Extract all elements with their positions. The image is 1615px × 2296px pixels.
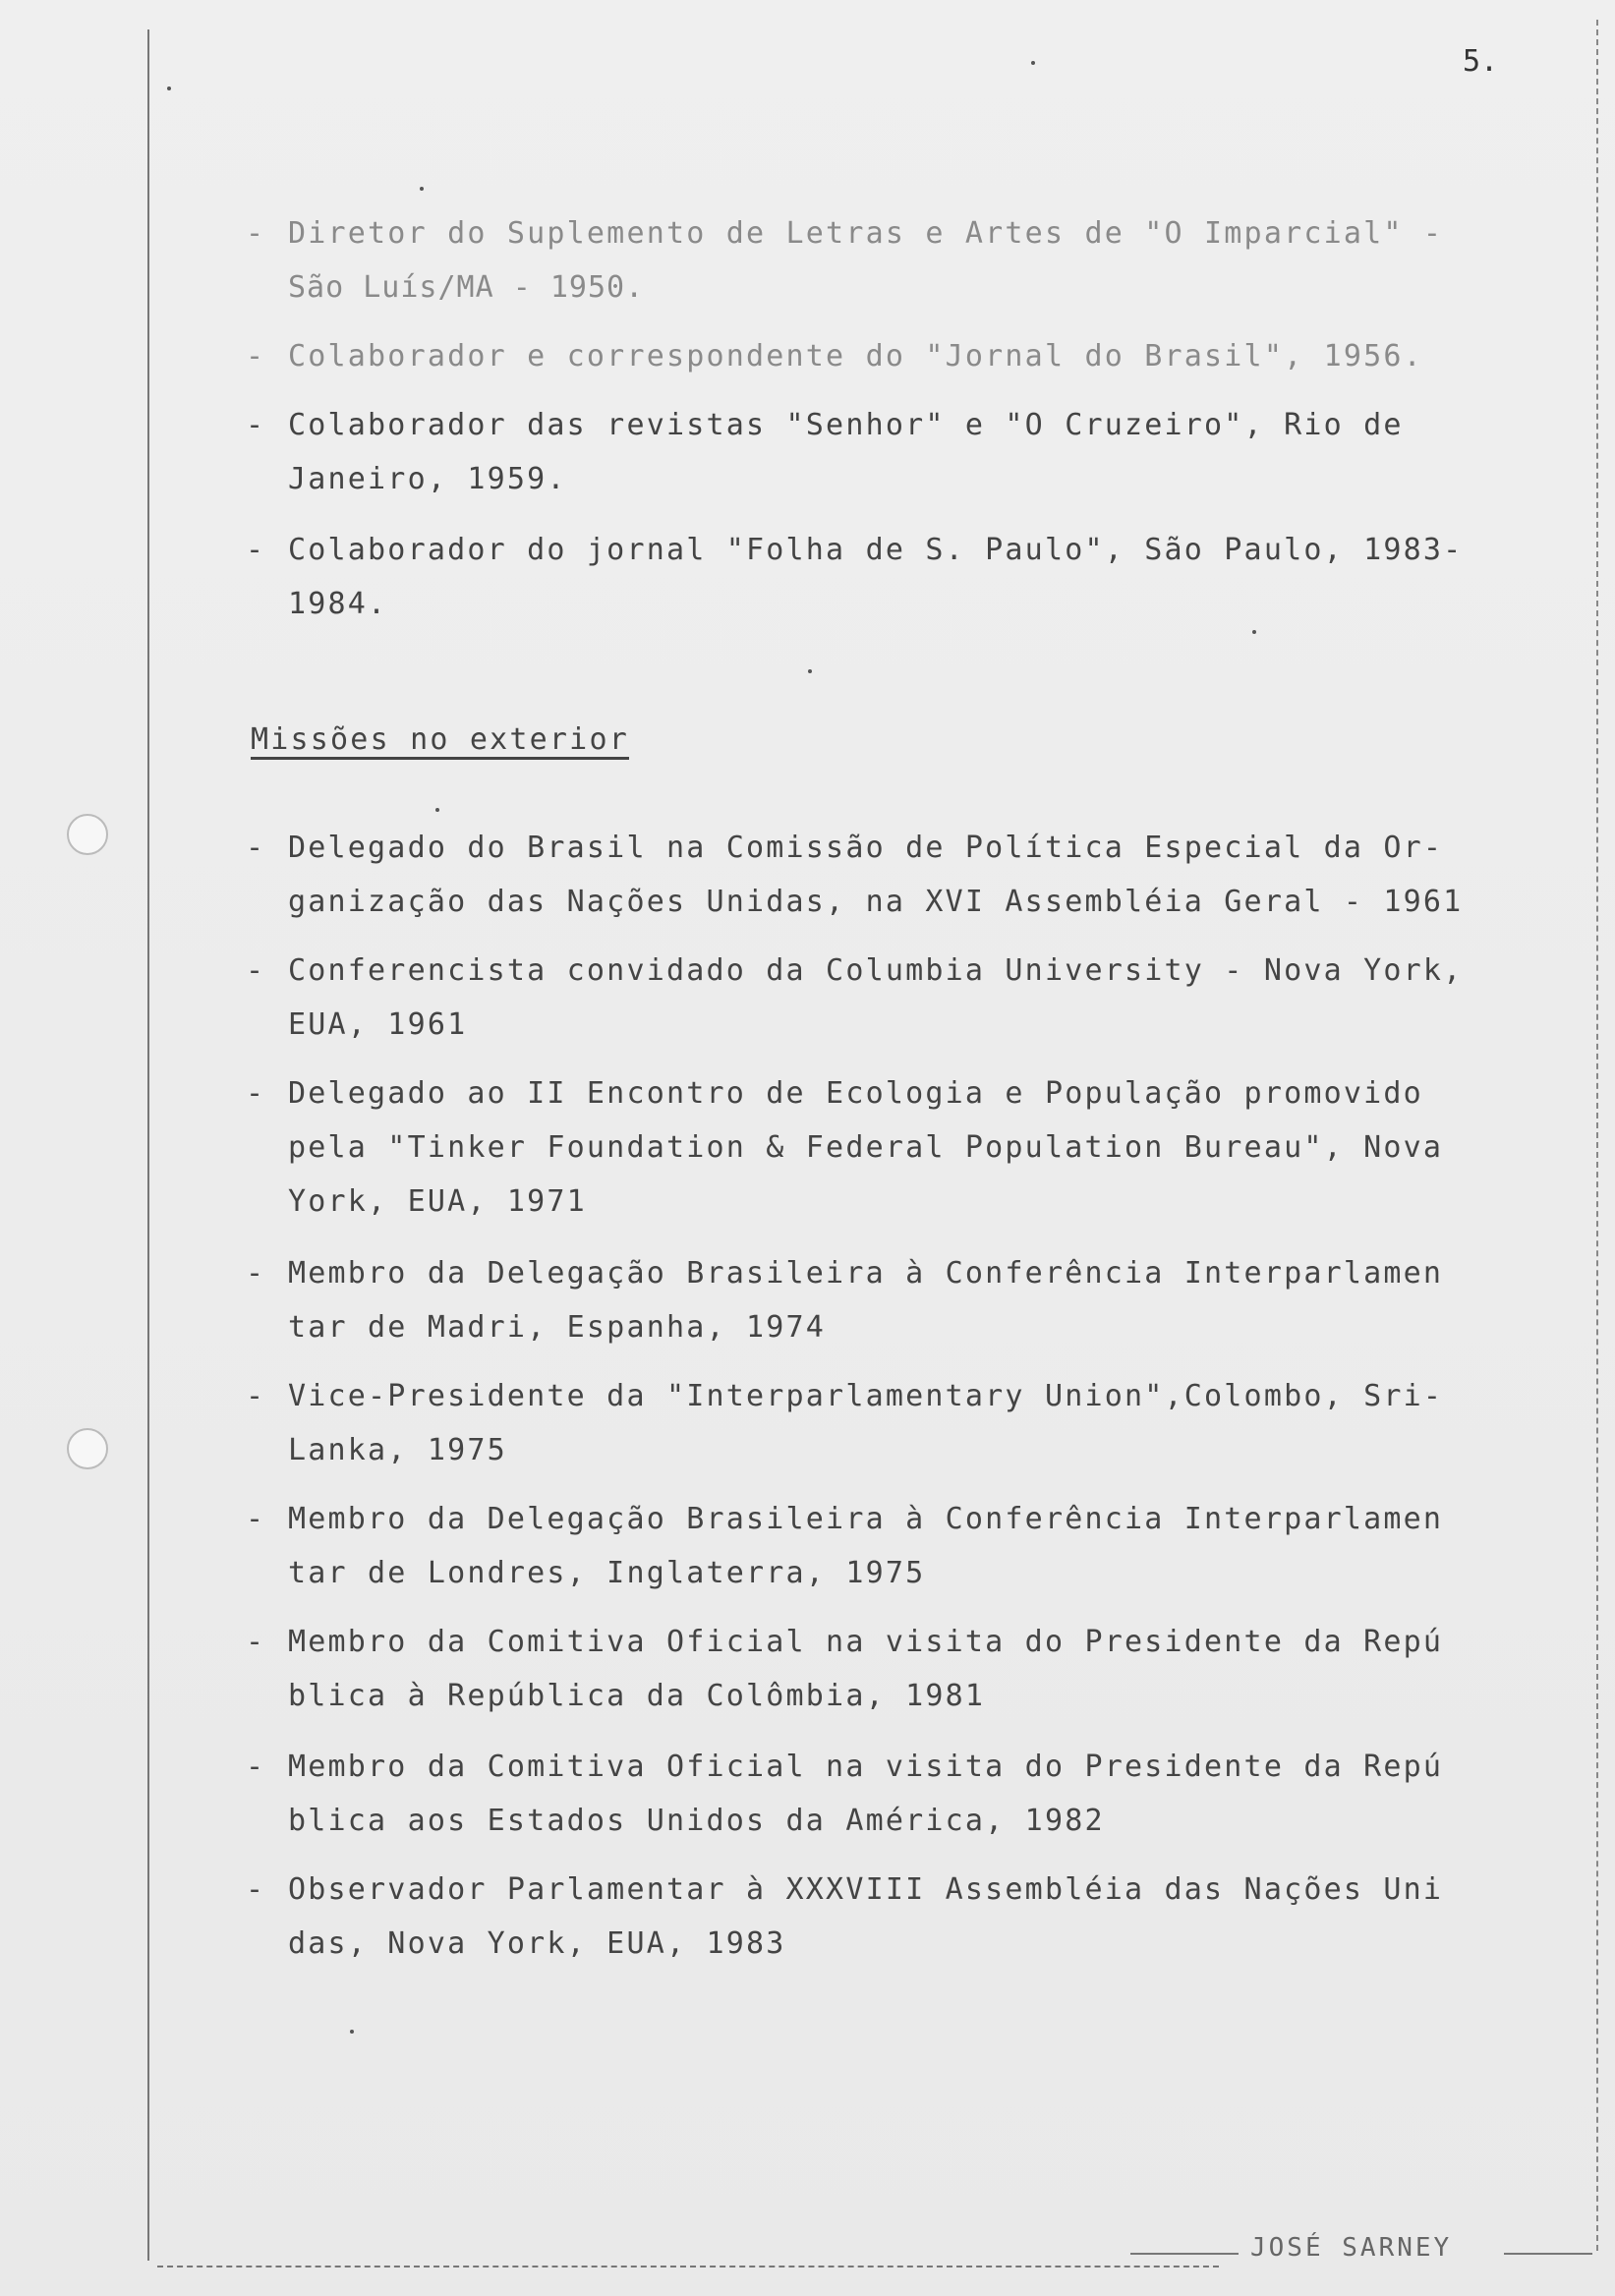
paper-speck — [350, 2030, 354, 2034]
bullet-dash: - — [246, 1502, 266, 1536]
entry-line: ganização das Nações Unidas, na XVI Assembléia Geral - 1961 — [288, 885, 1464, 919]
entry-line: São Luís/MA - 1950. — [288, 270, 645, 305]
paper-speck — [435, 808, 439, 812]
bullet-dash: - — [246, 1076, 266, 1111]
bullet-dash: - — [246, 1872, 266, 1907]
bullet-dash: - — [246, 408, 266, 442]
page-border-right — [1596, 20, 1598, 2251]
entry-line: Vice-Presidente da "Interparlamentary Union",Colombo, Sri- — [288, 1379, 1444, 1413]
entry-line: tar de Londres, Inglaterra, 1975 — [288, 1556, 926, 1590]
bullet-dash: - — [246, 1379, 266, 1413]
list-item — [246, 1740, 1524, 1848]
entry-line: Membro da Delegação Brasileira à Conferência Interparlamen — [288, 1502, 1444, 1536]
page-border-bottom-right — [1504, 2253, 1592, 2255]
section-title: Missões no exterior — [251, 722, 629, 757]
list-item — [246, 1369, 1524, 1477]
entry-line: das, Nova York, EUA, 1983 — [288, 1926, 786, 1961]
bullet-dash: - — [246, 533, 266, 567]
paper-speck — [1031, 61, 1035, 65]
entry-line: blica à República da Colômbia, 1981 — [288, 1679, 986, 1713]
paper-speck — [808, 669, 812, 673]
list-item — [246, 398, 1524, 506]
bullet-dash: - — [246, 1750, 266, 1784]
entry-line: Observador Parlamentar à XXXVIII Assembléia das Nações Uni — [288, 1872, 1444, 1907]
list-item — [246, 1615, 1524, 1723]
entry-line: Membro da Delegação Brasileira à Conferência Interparlamen — [288, 1256, 1444, 1291]
punch-hole-bottom — [67, 1428, 108, 1469]
entry-line: Colaborador e correspondente do "Jornal do Brasil", 1956. — [288, 339, 1423, 373]
entry-line: York, EUA, 1971 — [288, 1184, 587, 1219]
entry-line: Membro da Comitiva Oficial na visita do Presidente da Repú — [288, 1750, 1444, 1784]
entry-line: Membro da Comitiva Oficial na visita do Presidente da Repú — [288, 1625, 1444, 1659]
bullet-dash: - — [246, 1625, 266, 1659]
entry-line: pela "Tinker Foundation & Federal Population Bureau", Nova — [288, 1130, 1444, 1165]
entry-line: Colaborador das revistas "Senhor" e "O Cruzeiro", Rio de — [288, 408, 1404, 442]
entry-line: EUA, 1961 — [288, 1007, 468, 1042]
entry-line: Delegado ao II Encontro de Ecologia e População promovido — [288, 1076, 1423, 1111]
entry-line: Diretor do Suplemento de Letras e Artes de "O Imparcial" - — [288, 216, 1444, 251]
page-border-bottom — [157, 2266, 1219, 2267]
page-border-left — [147, 29, 149, 2261]
list-item — [246, 1863, 1524, 1971]
entry-line: blica aos Estados Unidos da América, 1982 — [288, 1804, 1105, 1838]
entry-line: Janeiro, 1959. — [288, 462, 567, 496]
bullet-dash: - — [246, 1256, 266, 1291]
entry-line: 1984. — [288, 587, 388, 621]
list-item — [246, 1492, 1524, 1600]
list-item — [246, 944, 1524, 1052]
bullet-dash: - — [246, 339, 266, 373]
paper-speck — [420, 187, 424, 191]
list-item — [246, 329, 1524, 383]
page-border-bottom-mid — [1130, 2253, 1239, 2255]
entry-line: Lanka, 1975 — [288, 1433, 507, 1467]
entry-line: Colaborador do jornal "Folha de S. Paulo", São Paulo, 1983- — [288, 533, 1464, 567]
list-item — [246, 1066, 1524, 1229]
bullet-dash: - — [246, 831, 266, 865]
punch-hole-top — [67, 814, 108, 855]
entry-line: Delegado do Brasil na Comissão de Política Especial da Or- — [288, 831, 1444, 865]
bullet-dash: - — [246, 216, 266, 251]
list-item — [246, 523, 1524, 631]
page-number: 5. — [1463, 44, 1499, 79]
entry-line: tar de Madri, Espanha, 1974 — [288, 1310, 827, 1345]
footer-name: JOSÉ SARNEY — [1250, 2233, 1453, 2263]
list-item — [246, 1246, 1524, 1354]
entry-line: Conferencista convidado da Columbia University - Nova York, — [288, 953, 1464, 988]
list-item — [246, 206, 1524, 315]
list-item — [246, 821, 1524, 929]
bullet-dash: - — [246, 953, 266, 988]
paper-speck — [167, 86, 171, 90]
